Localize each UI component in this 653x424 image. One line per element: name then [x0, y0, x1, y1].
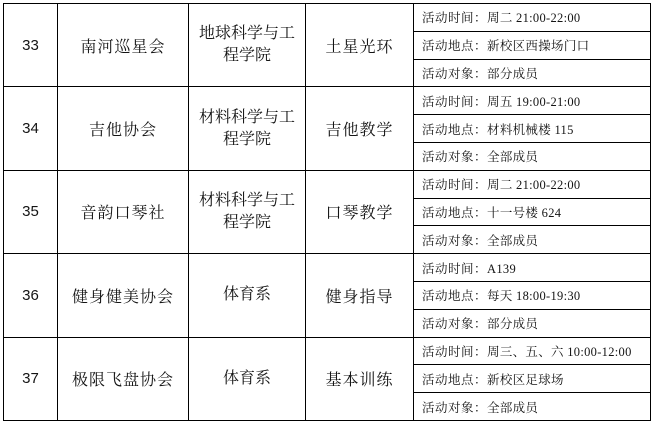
activity-type-cell: 口琴教学 — [306, 170, 414, 253]
department-cell: 地球科学与工程学院 — [189, 4, 306, 87]
activity-time-value: 周二 21:00-22:00 — [487, 178, 581, 193]
activity-place-cell — [414, 281, 651, 309]
activity-place-cell — [414, 31, 651, 59]
activity-type-cell: 基本训练 — [306, 337, 414, 420]
department-cell: 材料科学与工程学院 — [189, 170, 306, 253]
activity-place-label: 活动地点： — [422, 372, 488, 387]
activity-target-cell — [414, 59, 651, 87]
activity-place-value: 新校区足球场 — [487, 372, 564, 387]
activity-target-value: 部分成员 — [487, 317, 539, 332]
row-number-cell: 36 — [4, 254, 58, 337]
activity-time-label: 活动时间： — [422, 94, 488, 109]
department-cell: 体育系 — [189, 337, 306, 420]
club-name-cell: 吉他协会 — [58, 87, 189, 170]
activity-place-value: 十一号楼 624 — [487, 205, 562, 220]
activity-place-label: 活动地点： — [422, 39, 488, 54]
activity-time-cell — [414, 87, 651, 115]
activity-time-value: 周五 19:00-21:00 — [487, 94, 581, 109]
row-number-cell: 33 — [4, 4, 58, 87]
activity-time-value: 周三、五、六 10:00-12:00 — [487, 344, 632, 359]
activity-target-cell — [414, 226, 651, 254]
activity-target-label: 活动对象： — [422, 317, 488, 332]
activity-target-cell — [414, 142, 651, 170]
activity-target-label: 活动对象： — [422, 150, 488, 165]
activity-place-value: 材料机械楼 115 — [487, 122, 574, 137]
activity-time-label: 活动时间： — [422, 178, 488, 193]
activity-target-label: 活动对象： — [422, 66, 488, 81]
club-name-cell: 健身健美协会 — [58, 254, 189, 337]
activity-target-value: 全部成员 — [487, 150, 539, 165]
activity-target-label: 活动对象： — [422, 233, 488, 248]
activity-place-label: 活动地点： — [422, 122, 488, 137]
activity-place-value: 每天 18:00-19:30 — [487, 289, 581, 304]
club-name-cell: 南河巡星会 — [58, 4, 189, 87]
row-number-cell: 34 — [4, 87, 58, 170]
activity-target-value: 全部成员 — [487, 233, 539, 248]
activity-time-cell — [414, 4, 651, 32]
activity-time-cell — [414, 170, 651, 198]
department-cell: 材料科学与工程学院 — [189, 87, 306, 170]
activity-place-cell — [414, 198, 651, 226]
activity-time-value: A139 — [487, 261, 516, 276]
activity-time-cell — [414, 337, 651, 365]
activity-time-cell — [414, 254, 651, 282]
club-activity-table — [3, 3, 651, 421]
department-cell: 体育系 — [189, 254, 306, 337]
activity-type-cell: 吉他教学 — [306, 87, 414, 170]
activity-type-cell: 土星光环 — [306, 4, 414, 87]
club-name-cell: 极限飞盘协会 — [58, 337, 189, 420]
activity-target-cell — [414, 309, 651, 337]
club-name-cell: 音韵口琴社 — [58, 170, 189, 253]
activity-place-cell — [414, 365, 651, 393]
activity-time-label: 活动时间： — [422, 261, 488, 276]
activity-target-value: 部分成员 — [487, 66, 539, 81]
activity-time-label: 活动时间： — [422, 11, 488, 26]
activity-target-label: 活动对象： — [422, 400, 488, 415]
activity-time-label: 活动时间： — [422, 344, 488, 359]
activity-target-value: 全部成员 — [487, 400, 539, 415]
activity-target-cell — [414, 393, 651, 421]
row-number-cell: 37 — [4, 337, 58, 420]
activity-place-value: 新校区西操场门口 — [487, 39, 590, 54]
activity-place-label: 活动地点： — [422, 289, 488, 304]
activity-type-cell: 健身指导 — [306, 254, 414, 337]
activity-time-value: 周二 21:00-22:00 — [487, 11, 581, 26]
activity-place-label: 活动地点： — [422, 205, 488, 220]
row-number-cell: 35 — [4, 170, 58, 253]
activity-place-cell — [414, 115, 651, 143]
